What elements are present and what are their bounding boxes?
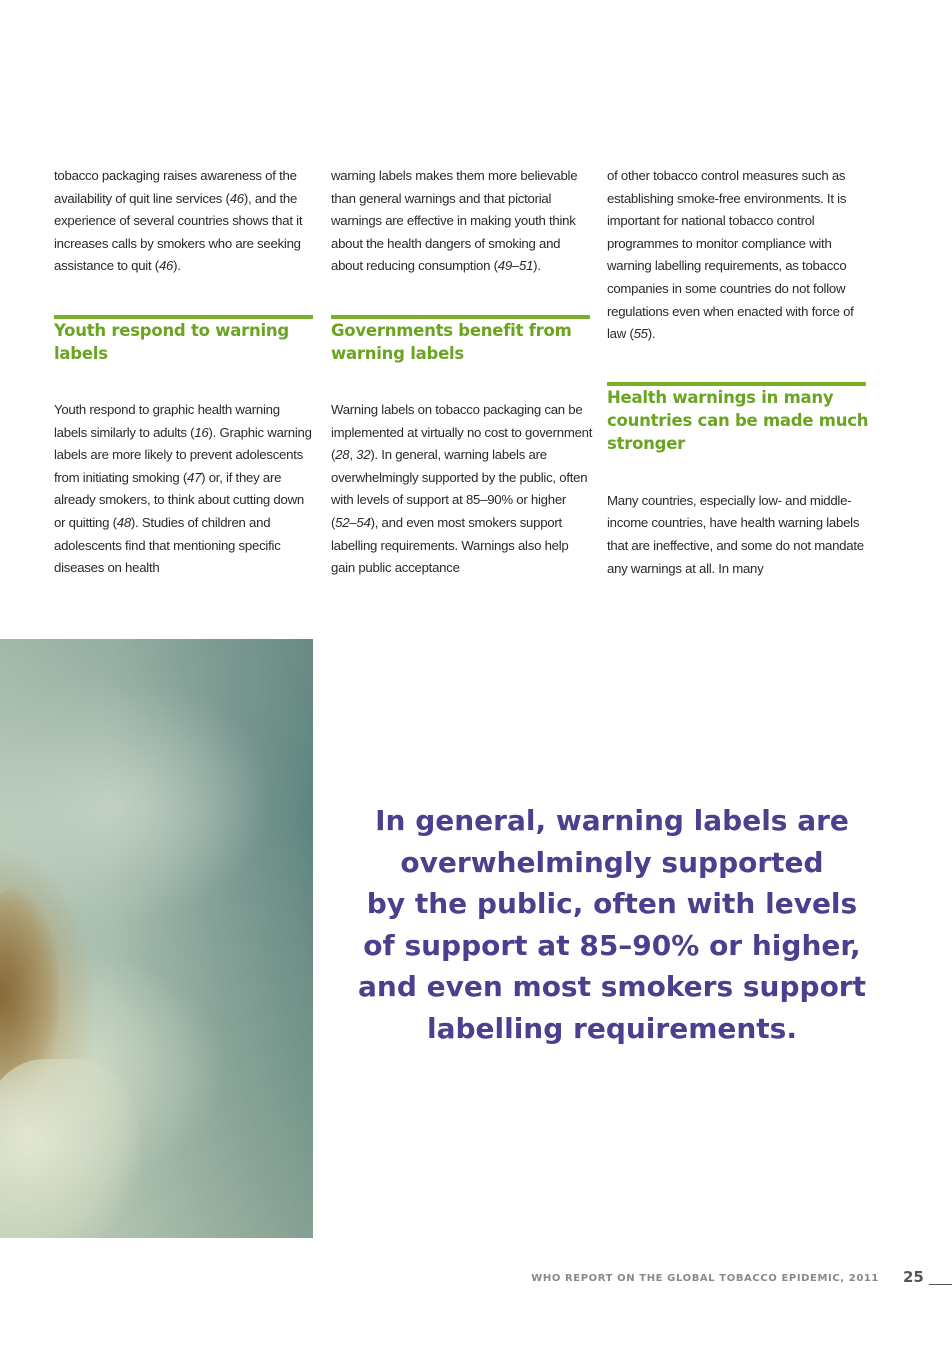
citation-reference: 46 [158,258,174,274]
column-1-paragraph-1: tobacco packaging raises awareness of the availability of quit line services (46), and the experience of several countries shows that it increases calls by smokers who are seeking assistance to quit (46). [54,168,303,274]
photo-youth-image [0,639,313,1238]
column-spacer [331,278,593,315]
page-number-rule [929,1284,952,1285]
pull-quote-line: labelling requirements. [426,1011,797,1045]
photo-haze-overlay [0,639,313,1238]
pull-quote-line: In general, warning labels are [375,804,849,837]
column-3-paragraph-1: of other tobacco control measures such as establishing smoke-free environments. It is important for national tobacco control programmes to monitor compliance with warning labelling requirements, as tobacco companies in some countries do not follow regulations even when enacted with force of law (55). [607,168,854,342]
pull-quote-line: of support at 85–90% or higher, [363,928,861,962]
text-column-1 [54,165,316,580]
pull-quote-line: and even most smokers support [357,970,867,1004]
pull-quote [356,800,868,1050]
running-footer-title: WHO REPORT ON THE GLOBAL TOBACCO EPIDEMIC, 2011 [531,1273,879,1284]
section-heading-health-warnings: Health warnings in many countries can be made much stronger [607,387,869,453]
pull-quote-line: overwhelmingly supported [400,845,824,879]
column-spacer [54,278,316,315]
pull-quote-line: by the public, often with levels [366,887,858,921]
column-3-paragraph-2: Many countries, especially low- and middle-income countries, have health warning labels that are ineffective, and some do not mandate any warnings at all. In many [607,492,864,576]
citation-reference: 16 [194,424,209,440]
text-column-2 [331,165,593,580]
column-spacer [54,365,316,399]
citation-reference: 48 [116,514,131,530]
citation-reference: 52–54 [335,514,371,530]
section-heading-youth: Youth respond to warning labels [54,320,289,363]
column-2-paragraph-2: Warning labels on tobacco packaging can be implemented at virtually no cost to government (28, 32). In general, warning labels are overwhelmingly supported by the public, often with levels of support at 85–90% or higher (52–54), and even most smokers support labelling requirements. Warnings also help gain public acceptance [331,401,593,576]
column-spacer [331,365,593,399]
column-1-paragraph-2: Youth respond to graphic health warning labels similarly to adults (16). Graphic warning labels are more likely to prevent adolescents from initiating smoking (47) or, if they are already smokers, to think about cutting down or quitting (48). Studies of children and adolescents find that mentioning specific diseases on health [54,401,312,576]
citation-reference: 49–51 [497,258,534,274]
text-column-3 [607,165,869,580]
page-number: 25 [903,1268,924,1286]
citation-reference: 32 [356,447,371,463]
column-spacer [607,455,869,490]
citation-reference: 47 [187,469,202,485]
section-heading-governments: Governments benefit from warning labels [331,320,572,363]
column-spacer [607,346,869,382]
citation-reference: 46 [229,190,244,206]
column-2-paragraph-1: warning labels makes them more believable than general warnings and that pictorial warnings are effective in making youth think about the health dangers of smoking and about reducing consumption (49–51). [331,168,578,274]
citation-reference: 28 [335,447,350,463]
citation-reference: 55 [633,326,648,342]
